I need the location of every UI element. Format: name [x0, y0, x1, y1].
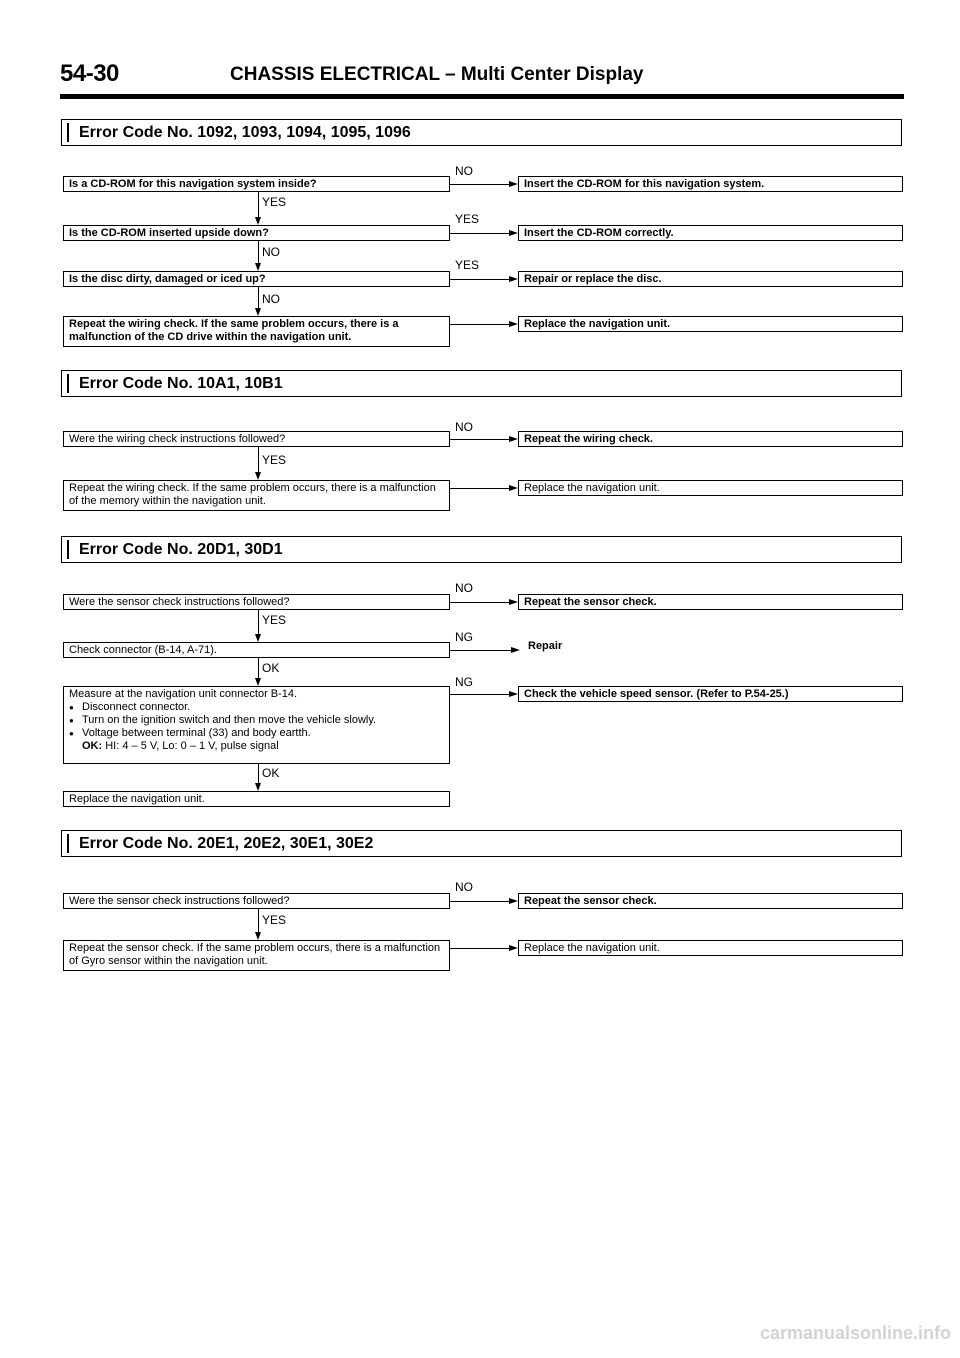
flow-line — [450, 439, 509, 440]
side-label-ng: NG — [455, 675, 473, 689]
ok-value: HI: 4 – 5 V, Lo: 0 – 1 V, pulse signal — [105, 740, 279, 752]
flow-line — [450, 233, 509, 234]
arrow-right-icon — [509, 485, 518, 491]
arrow-right-icon — [511, 647, 520, 653]
side-label-no: NO — [455, 880, 473, 894]
result-replace-nav-unit: Replace the navigation unit. — [518, 480, 903, 496]
arrow-down-icon — [255, 678, 261, 686]
flow-line — [258, 192, 259, 217]
flow-line — [450, 901, 509, 902]
step-repeat-wiring-cd: Repeat the wiring check. If the same problem occurs, there is a malfunction of the CD drive within the navigation unit. — [63, 316, 450, 347]
flow-line — [258, 610, 259, 634]
arrow-right-icon — [509, 321, 518, 327]
flow-line — [450, 948, 509, 949]
step-replace-nav-unit: Replace the navigation unit. — [63, 791, 450, 807]
down-label-yes: YES — [262, 195, 287, 209]
result-repeat-sensor: Repeat the sensor check. — [518, 594, 903, 610]
flow-line — [258, 658, 259, 678]
down-label-no: NO — [262, 245, 280, 259]
result-repair-disc: Repair or replace the disc. — [518, 271, 903, 287]
result-replace-nav-unit: Replace the navigation unit. — [518, 316, 903, 332]
down-label-ok: OK — [262, 661, 280, 675]
result-repeat-sensor: Repeat the sensor check. — [518, 893, 903, 909]
ok-label: OK: — [82, 740, 103, 752]
section-header-20d1: Error Code No. 20D1, 30D1 — [61, 536, 902, 563]
step-repeat-sensor-gyro: Repeat the sensor check. If the same problem occurs, there is a malfunction of Gyro sensor within the navigation unit. — [63, 940, 450, 971]
down-label-ok: OK — [262, 766, 280, 780]
step-check-connector: Check connector (B-14, A-71). — [63, 642, 450, 658]
arrow-right-icon — [509, 898, 518, 904]
question-sensor-check-followed: Were the sensor check instructions followed? — [63, 893, 450, 909]
result-repair: Repair — [528, 640, 563, 652]
arrow-down-icon — [255, 472, 261, 480]
arrow-right-icon — [509, 276, 518, 282]
measure-bullet: ● Disconnect connector. — [69, 701, 444, 714]
result-insert-correctly: Insert the CD-ROM correctly. — [518, 225, 903, 241]
side-label-yes: YES — [455, 258, 480, 272]
side-label-no: NO — [455, 581, 473, 595]
side-label-no: NO — [455, 164, 473, 178]
arrow-down-icon — [255, 217, 261, 225]
question-disc-dirty: Is the disc dirty, damaged or iced up? — [63, 271, 450, 287]
arrow-down-icon — [255, 783, 261, 791]
page-number: 54-30 — [60, 60, 119, 87]
flow-line — [258, 764, 259, 783]
result-replace-nav-unit: Replace the navigation unit. — [518, 940, 903, 956]
down-label-no: NO — [262, 292, 280, 306]
step-measure-connector — [63, 686, 450, 764]
question-sensor-check-followed: Were the sensor check instructions followed? — [63, 594, 450, 610]
step-repeat-wiring-memory: Repeat the wiring check. If the same problem occurs, there is a malfunction of the memory within the navigation unit. — [63, 480, 450, 511]
side-label-ng: NG — [455, 630, 473, 644]
arrow-right-icon — [509, 230, 518, 236]
arrow-right-icon — [509, 599, 518, 605]
flow-line — [450, 694, 509, 695]
flow-line — [450, 650, 511, 651]
flow-line — [258, 241, 259, 263]
arrow-down-icon — [255, 634, 261, 642]
result-repeat-wiring: Repeat the wiring check. — [518, 431, 903, 447]
arrow-right-icon — [509, 691, 518, 697]
watermark: carmanualsonline.info — [760, 1323, 952, 1343]
flow-line — [450, 602, 509, 603]
header-rule — [60, 94, 904, 99]
measure-intro: Measure at the navigation unit connector B-14. — [69, 688, 298, 700]
flow-line — [450, 324, 509, 325]
flow-line — [258, 287, 259, 308]
section-header-10a1: Error Code No. 10A1, 10B1 — [61, 370, 902, 397]
measure-bullets — [69, 701, 444, 740]
page-title: CHASSIS ELECTRICAL – Multi Center Display — [230, 64, 644, 85]
arrow-down-icon — [255, 308, 261, 316]
question-cdrom-inside: Is a CD-ROM for this navigation system inside? — [63, 176, 450, 192]
side-label-no: NO — [455, 420, 473, 434]
flow-line — [450, 488, 509, 489]
arrow-right-icon — [509, 436, 518, 442]
section-header-1092: Error Code No. 1092, 1093, 1094, 1095, 1096 — [61, 119, 902, 146]
arrow-down-icon — [255, 932, 261, 940]
measure-ok-line — [69, 740, 444, 753]
arrow-down-icon — [255, 263, 261, 271]
flow-line — [450, 184, 509, 185]
arrow-right-icon — [509, 181, 518, 187]
question-wiring-check-followed: Were the wiring check instructions followed? — [63, 431, 450, 447]
down-label-yes: YES — [262, 913, 287, 927]
flow-line — [258, 909, 259, 932]
question-cdrom-upside-down: Is the CD-ROM inserted upside down? — [63, 225, 450, 241]
down-label-yes: YES — [262, 453, 287, 467]
flow-line — [258, 447, 259, 472]
flow-line — [450, 279, 509, 280]
section-header-20e1: Error Code No. 20E1, 20E2, 30E1, 30E2 — [61, 830, 902, 857]
measure-bullet: ● Turn on the ignition switch and then move the vehicle slowly. — [69, 714, 444, 727]
measure-bullet: ● Voltage between terminal (33) and body eartth. — [69, 727, 444, 740]
side-label-yes: YES — [455, 212, 480, 226]
arrow-right-icon — [509, 945, 518, 951]
result-check-speed-sensor: Check the vehicle speed sensor. (Refer to P.54-25.) — [518, 686, 903, 702]
down-label-yes: YES — [262, 613, 287, 627]
result-insert-cdrom: Insert the CD-ROM for this navigation system. — [518, 176, 903, 192]
